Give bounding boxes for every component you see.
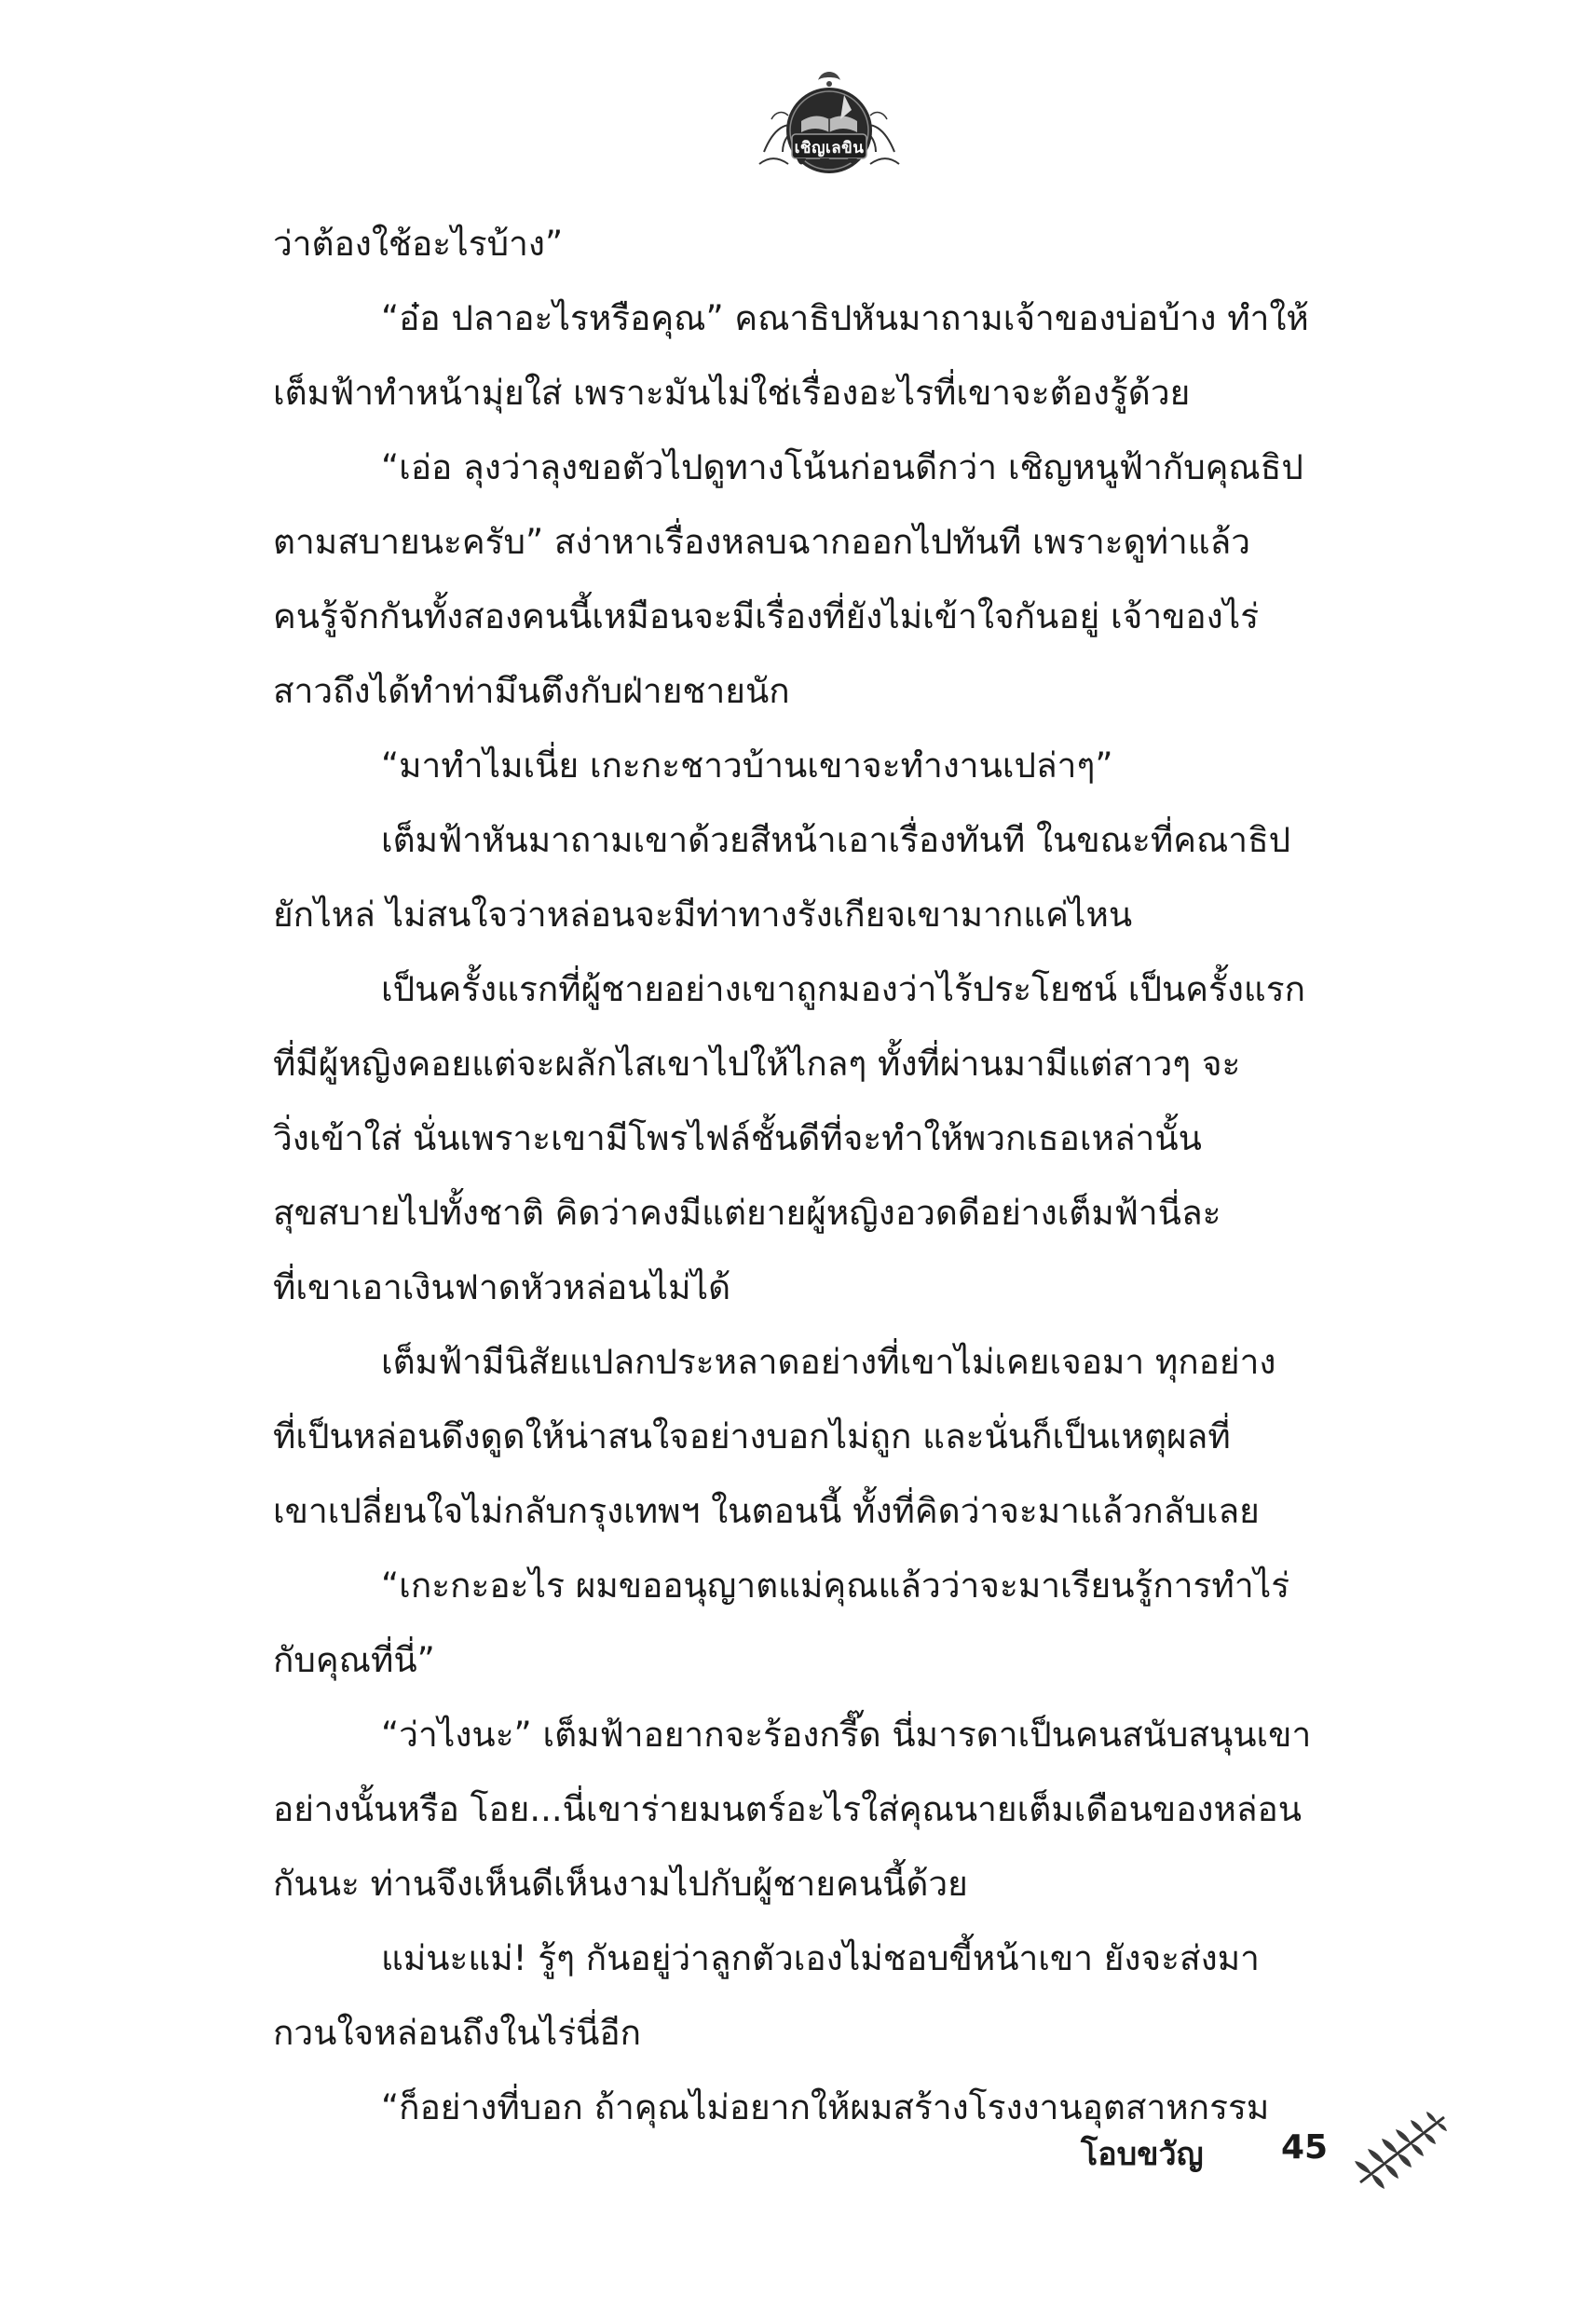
text-line: ว่าต้องใช้อะไรบ้าง” xyxy=(273,224,564,264)
book-emblem-icon xyxy=(755,63,904,185)
text-line: เต็มฟ้ามีนิสัยแปลกประหลาดอย่างที่เขาไม่เคยเจอมา ทุกอย่าง xyxy=(381,1342,1276,1382)
body-text xyxy=(273,207,1410,2145)
text-line: แม่นะแม่! รู้ๆ กันอยู่ว่าลูกตัวเองไม่ชอบขี้หน้าเขา ยังจะส่งมา xyxy=(381,1938,1260,1978)
emblem-logo-text: เชิญเลขิน xyxy=(794,139,865,157)
text-line: ตามสบายนะครับ” สง่าหาเรื่องหลบฉากออกไปทันที เพราะดูท่าแล้ว xyxy=(273,522,1251,562)
text-line: กับคุณที่นี่” xyxy=(273,1640,435,1680)
text-line: ที่มีผู้หญิงคอยแต่จะผลักไสเขาไปให้ไกลๆ ทั้งที่ผ่านมามีแต่สาวๆ จะ xyxy=(273,1044,1241,1084)
text-line: “เกะกะอะไร ผมขออนุญาตแม่คุณแล้วว่าจะมาเรียนรู้การทำไร่ xyxy=(381,1566,1290,1606)
text-line: สาวถึงได้ทำท่ามึนตึงกับฝ่ายชายนัก xyxy=(273,671,790,711)
book-title: โอบขวัญ xyxy=(1081,2136,1204,2173)
text-line: เป็นครั้งแรกที่ผู้ชายอย่างเขาถูกมองว่าไร้ประโยชน์ เป็นครั้งแรก xyxy=(381,969,1306,1009)
text-line: เขาเปลี่ยนใจไม่กลับกรุงเทพฯ ในตอนนี้ ทั้งที่คิดว่าจะมาแล้วกลับเลย xyxy=(273,1491,1260,1531)
text-line: คนรู้จักกันทั้งสองคนนี้เหมือนจะมีเรื่องที่ยังไม่เข้าใจกันอยู่ เจ้าของไร่ xyxy=(273,596,1260,636)
text-line: วิ่งเข้าใส่ นั่นเพราะเขามีโพรไฟล์ชั้นดีที่จะทำให้พวกเธอเหล่านั้น xyxy=(273,1118,1202,1158)
page-footer xyxy=(1062,2108,1453,2192)
text-line: “ก็อย่างที่บอก ถ้าคุณไม่อยากให้ผมสร้างโรงงานอุตสาหกรรม xyxy=(381,2087,1270,2127)
text-line: ที่เขาเอาเงินฟาดหัวหล่อนไม่ได้ xyxy=(273,1267,731,1307)
text-line: เต็มฟ้าทำหน้ามุ่ยใส่ เพราะมันไม่ใช่เรื่องอะไรที่เขาจะต้องรู้ด้วย xyxy=(273,373,1191,413)
text-line: กวนใจหล่อนถึงในไร่นี่อีก xyxy=(273,2013,642,2053)
text-line: “มาทำไมเนี่ย เกะกะชาวบ้านเขาจะทำงานเปล่าๆ” xyxy=(381,745,1113,786)
text-line: สุขสบายไปทั้งชาติ คิดว่าคงมีแต่ยายผู้หญิงอวดดีอย่างเต็มฟ้านี่ละ xyxy=(273,1193,1221,1233)
leaf-ornament-icon xyxy=(1351,2108,1453,2192)
text-line: ที่เป็นหล่อนดึงดูดให้น่าสนใจอย่างบอกไม่ถูก และนั่นก็เป็นเหตุผลที่ xyxy=(273,1416,1231,1456)
page-number: 45 xyxy=(1281,2128,1329,2167)
text-line: ยักไหล่ ไม่สนใจว่าหล่อนจะมีท่าทางรังเกียจเขามากแค่ไหน xyxy=(273,895,1133,935)
text-line: “ว่าไงนะ” เต็มฟ้าอยากจะร้องกรี๊ด นี่มารดาเป็นคนสนับสนุนเขา xyxy=(381,1715,1312,1755)
text-line: “เอ่อ ลุงว่าลุงขอตัวไปดูทางโน้นก่อนดีกว่า เชิญหนูฟ้ากับคุณธิป xyxy=(381,447,1303,487)
text-line: อย่างนั้นหรือ โอย...นี่เขาร่ายมนตร์อะไรใส่คุณนายเต็มเดือนของหล่อน xyxy=(273,1789,1303,1829)
text-line: “อ๋อ ปลาอะไรหรือคุณ” คณาธิปหันมาถามเจ้าของบ่อบ้าง ทำให้ xyxy=(381,298,1309,338)
text-line: เต็มฟ้าหันมาถามเขาด้วยสีหน้าเอาเรื่องทันที ในขณะที่คณาธิป xyxy=(381,820,1291,860)
text-line: กันนะ ท่านจึงเห็นดีเห็นงามไปกับผู้ชายคนนี้ด้วย xyxy=(273,1864,968,1904)
